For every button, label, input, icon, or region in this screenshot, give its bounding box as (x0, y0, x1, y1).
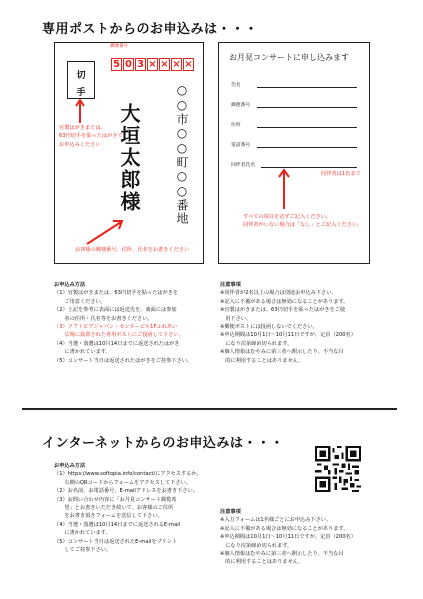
net-notes-heading: 注意事項 (220, 509, 241, 515)
note-item: ※個人情報はむやみに第三者へ開示したり、不当な目 (220, 349, 344, 356)
note-item: ※個人情報はむやみに第三者へ開示したり、不当な目 (220, 551, 344, 558)
section-divider (22, 408, 397, 410)
note-item: ※官製はがきまたは、63円切手を貼ったはがきをご使 (220, 307, 346, 314)
zip-digit: × (148, 59, 157, 70)
list-item: （3）お問い合わせ内容に「お月見コンサート観覧希 (54, 496, 177, 503)
post-method-heading: お申込み方法 (54, 282, 86, 288)
list-item: （4）当選・落選は10月14日までに返送されるE-mail (54, 521, 181, 528)
zip-digit: 5 (111, 58, 122, 71)
stamp-text: 切 (76, 71, 86, 81)
list-item: 者の住所・氏名等をお書きください。 (54, 315, 153, 322)
fill-note: すべての項目を必ずご記入ください。 同伴者がいない場合は「なし」とご記入ください。 (243, 214, 363, 229)
note-item: 的に利用することはありません。 (220, 559, 304, 566)
note-item: ※記入に不備がある場合は無効になることがあります。 (220, 525, 349, 532)
internet-section-title: インターネットからのお申込みは・・・ (42, 436, 284, 451)
zip-digit: × (160, 59, 169, 70)
note-item: ※郵便ポストには投函しないでください。 (220, 324, 318, 331)
form-line (257, 87, 357, 88)
postcard-front (54, 42, 204, 264)
list-item: ご用意ください。 (54, 298, 106, 305)
list-item: （5）コンサート当日は返送されたはがきをご持参下さい。 (54, 357, 193, 364)
net-method (54, 462, 202, 554)
address-note: お客様の郵便番号、住所、氏名をお書きください (75, 247, 190, 253)
note-item: ※入力フォームは1名様ごとにお申込み下さい。 (220, 517, 332, 524)
list-item: （1）官製はがきまたは、63円切手を貼ったはがきを (54, 290, 179, 297)
post-method (54, 281, 192, 365)
note-item: になり次第締め切られます。 (220, 340, 293, 347)
list-item: 右側のQRコードからフォームをアクセスして下さい。 (54, 479, 191, 486)
post-section-title: 専用ポストからのお申込みは・・・ (42, 22, 259, 37)
form-line (257, 147, 357, 148)
zip-digit: × (172, 59, 181, 70)
form-label-companion: 同伴者氏名 (231, 163, 255, 168)
zip-digit: 3 (135, 58, 146, 71)
list-item: （2）上記を参考に表面には返送先を、裏面には参加 (54, 307, 177, 314)
arrow-up-icon (274, 167, 294, 211)
form-label-zip: 郵便番号 (231, 103, 251, 108)
list-item: に書かれています。 (54, 530, 111, 537)
note-item: 的に利用することはありません。 (220, 357, 304, 364)
form-label-name: 氏名 (231, 83, 241, 88)
post-notes-heading: 注意事項 (220, 282, 241, 288)
zip-code-boxes (111, 52, 195, 71)
list-item: 望」とお書きいただき続いて、お客様のご住所 (54, 505, 174, 512)
list-item: （2）お名前、お電話番号、E-mailアドレスをお書き下さい。 (54, 488, 198, 495)
form-label-address: 住所 (231, 123, 241, 128)
list-item: （1）https://www.softopia.info/contact/にアクセスするか、 (54, 471, 202, 478)
note-item: ※記入に不備がある場合は無効になることがあります。 (220, 298, 349, 305)
zip-digit: 0 (123, 58, 134, 71)
companion-note: 同伴者は1名まで (321, 171, 361, 177)
note-item: ※同伴者が2名以上の場合は別途お申込み下さい。 (220, 290, 337, 297)
net-notes (220, 508, 356, 567)
zip-digit: × (184, 59, 193, 70)
net-method-heading: お申込み方法 (54, 463, 86, 469)
note-item: 用下さい。 (220, 315, 252, 322)
stamp-text: 手 (76, 88, 86, 98)
list-item: に書かれています。 (54, 349, 111, 356)
form-title: お月見コンサートに申し込みます (229, 53, 349, 62)
list-item: 広場に設置された専用ポストにご投函して下さい。 (54, 332, 184, 339)
zip-label: 郵便番号 (110, 44, 128, 49)
list-item: （3）ソフトピアジャパン・センタービル1Fふれあい (54, 324, 178, 331)
arrow-up-icon (75, 98, 85, 124)
note-item: になり次第締め切られます。 (220, 542, 293, 549)
postcard-back (218, 42, 370, 264)
post-notes (220, 281, 356, 365)
recipient-address: ○○市○○町○○番地 (175, 83, 189, 225)
list-item: をお書き頂きフォームを送信して下さい。 (54, 513, 163, 520)
note-item: ※申込期間は10月1日～10月11日ですが、定員（200名） (220, 534, 356, 541)
form-label-phone: 電話番号 (231, 143, 251, 148)
recipient-name: 大垣太郎様 (117, 103, 141, 213)
list-item: してご持参下さい。 (54, 547, 112, 554)
stamp-box (67, 61, 95, 99)
list-item: （4）当選・落選は10月14日までに返送されたはがき (54, 340, 180, 347)
arrow-diagonal-icon (85, 218, 125, 246)
note-item: ※申込期間は10月1日～10月11日ですが、定員（200名） (220, 332, 356, 339)
list-item: （5）コンサート当日は返送されたE-mailをプリント (54, 538, 178, 545)
form-line (257, 107, 357, 108)
form-line (257, 127, 357, 128)
qr-code-icon[interactable] (315, 446, 361, 492)
stamp-note: 官製はがきまたは、 63円切手を貼ったはがきで お申込みください (59, 125, 123, 148)
